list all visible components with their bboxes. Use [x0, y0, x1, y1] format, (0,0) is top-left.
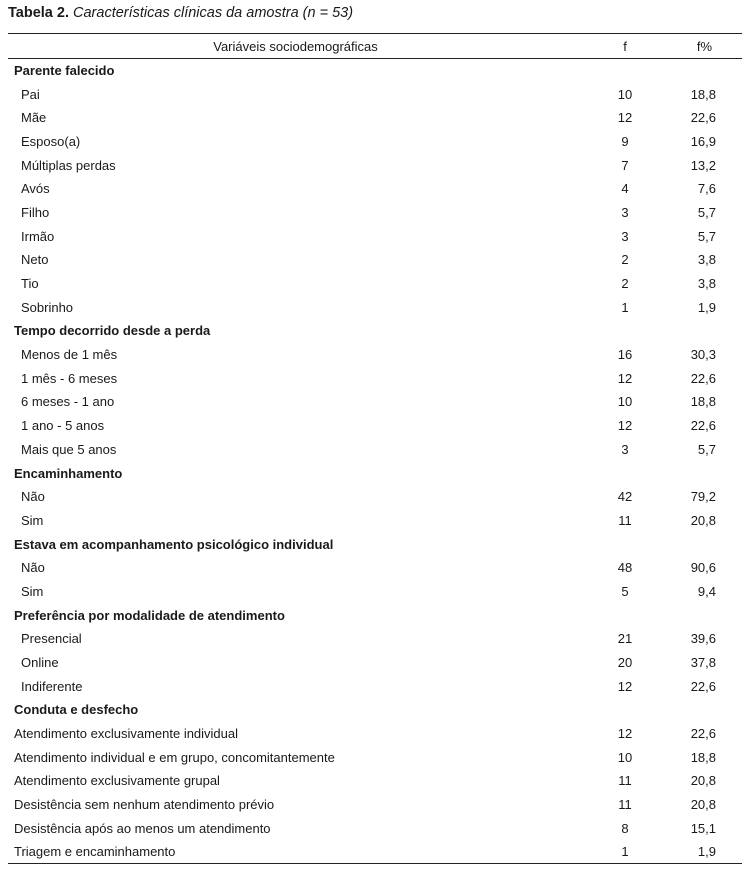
table-row	[8, 627, 742, 651]
row-percentage: 3,8	[697, 276, 716, 292]
table-row	[8, 153, 742, 177]
row-percentage: 20,8	[690, 512, 716, 528]
row-percentage: 13,2	[690, 157, 716, 173]
row-label: Sobrinho	[21, 299, 74, 315]
row-frequency: 1	[583, 840, 667, 864]
table-row	[8, 745, 742, 769]
group-row	[8, 698, 742, 722]
row-label: Online	[21, 655, 59, 671]
table-row	[8, 651, 742, 675]
row-percentage: 1,9	[697, 299, 716, 315]
row-label: Indiferente	[21, 678, 83, 694]
table-row	[8, 177, 742, 201]
row-percentage: 20,8	[690, 797, 716, 813]
row-label: Menos de 1 mês	[21, 347, 118, 363]
table-row	[8, 343, 742, 367]
table-row	[8, 366, 742, 390]
row-label: Presencial	[21, 631, 82, 647]
row-label: Pai	[21, 86, 40, 102]
row-frequency: 12	[617, 726, 633, 742]
table-row	[8, 414, 742, 438]
row-label: Atendimento individual e em grupo, concomitantemente	[14, 749, 335, 765]
row-frequency: 10	[617, 86, 633, 102]
row-frequency: 11	[618, 797, 632, 813]
row-label: Filho	[21, 204, 50, 220]
row-frequency: 12	[617, 110, 633, 126]
row-percentage: 3,8	[697, 252, 716, 268]
row-label: Tio	[21, 276, 39, 292]
row-percentage: 30,3	[690, 347, 716, 363]
group-row	[8, 59, 742, 83]
row-label: Desistência sem nenhum atendimento prévio	[14, 797, 275, 813]
row-frequency: 11	[618, 773, 632, 789]
row-label: Triagem e encaminhamento	[8, 840, 583, 864]
row-percentage: 5,7	[697, 441, 716, 457]
row-frequency: 2	[621, 276, 629, 292]
row-frequency: 2	[621, 252, 629, 268]
row-frequency: 3	[621, 441, 629, 457]
row-label: Não	[21, 489, 45, 505]
table-header-row	[8, 34, 742, 59]
table-row	[8, 248, 742, 272]
row-frequency: 10	[617, 394, 633, 410]
table-row	[8, 201, 742, 225]
table-row	[8, 509, 742, 533]
row-percentage: 39,6	[690, 631, 716, 647]
table-caption	[8, 4, 353, 22]
row-percentage: 22,6	[690, 110, 716, 126]
table-row	[8, 272, 742, 296]
table-row	[8, 793, 742, 817]
row-label: 6 meses - 1 ano	[21, 394, 115, 410]
row-frequency: 20	[617, 655, 633, 671]
table-row	[8, 722, 742, 746]
row-percentage: 20,8	[690, 773, 716, 789]
row-percentage: 18,8	[690, 394, 716, 410]
table-row	[8, 769, 742, 793]
table-row	[8, 130, 742, 154]
header-f: f	[583, 34, 667, 59]
row-percentage: 7,6	[697, 181, 716, 197]
row-label: Sim	[21, 583, 44, 599]
row-frequency: 16	[617, 347, 633, 363]
row-label: Neto	[21, 252, 49, 268]
row-percentage: 18,8	[690, 749, 716, 765]
row-frequency: 48	[617, 560, 633, 576]
row-frequency: 12	[617, 678, 633, 694]
table-row	[8, 295, 742, 319]
table-row	[8, 580, 742, 604]
table-row	[8, 840, 742, 864]
clinical-characteristics-table	[8, 33, 742, 864]
table-row	[8, 82, 742, 106]
row-percentage: 5,7	[697, 228, 716, 244]
row-percentage: 22,6	[690, 370, 716, 386]
row-percentage: 1,9	[667, 840, 742, 864]
row-percentage: 5,7	[697, 204, 716, 220]
row-label: Múltiplas perdas	[21, 157, 116, 173]
group-title: Conduta e desfecho	[14, 702, 139, 718]
group-title: Estava em acompanhamento psicológico individual	[14, 536, 334, 552]
row-percentage: 22,6	[690, 726, 716, 742]
group-title: Parente falecido	[14, 63, 115, 79]
table-row	[8, 674, 742, 698]
row-frequency: 3	[621, 204, 629, 220]
row-frequency: 7	[621, 157, 629, 173]
table-row	[8, 106, 742, 130]
row-label: 1 mês - 6 meses	[21, 370, 118, 386]
row-percentage: 16,9	[690, 133, 716, 149]
row-frequency: 8	[621, 820, 629, 836]
row-percentage: 79,2	[690, 489, 716, 505]
table-row	[8, 390, 742, 414]
group-row	[8, 319, 742, 343]
row-frequency: 42	[617, 489, 633, 505]
table-caption-label: Tabela 2.	[8, 5, 69, 21]
row-frequency: 12	[617, 418, 633, 434]
group-row	[8, 461, 742, 485]
table-row	[8, 438, 742, 462]
row-label: Desistência após ao menos um atendimento	[14, 820, 271, 836]
row-percentage: 15,1	[690, 820, 716, 836]
row-frequency: 10	[617, 749, 633, 765]
group-title: Preferência por modalidade de atendimento	[14, 607, 285, 623]
row-frequency: 11	[618, 512, 632, 528]
row-percentage: 18,8	[690, 86, 716, 102]
row-label: Avós	[21, 181, 50, 197]
group-title: Tempo decorrido desde a perda	[14, 323, 211, 339]
row-percentage: 22,6	[690, 418, 716, 434]
row-percentage: 22,6	[690, 678, 716, 694]
table-row	[8, 485, 742, 509]
row-label: Irmão	[21, 228, 55, 244]
row-frequency: 21	[617, 631, 633, 647]
row-label: Esposo(a)	[21, 133, 81, 149]
group-title: Encaminhamento	[14, 465, 123, 481]
row-frequency: 5	[621, 583, 629, 599]
row-frequency: 4	[621, 181, 629, 197]
header-variable: Variáveis sociodemográficas	[8, 34, 583, 59]
table-row	[8, 224, 742, 248]
row-label: Sim	[21, 512, 44, 528]
table-caption-text: Características clínicas da amostra (n = 53)	[73, 5, 354, 21]
row-label: Atendimento exclusivamente individual	[14, 726, 239, 742]
row-label: Mais que 5 anos	[21, 441, 117, 457]
row-percentage: 90,6	[690, 560, 716, 576]
row-percentage: 9,4	[697, 583, 716, 599]
row-label: Não	[21, 560, 45, 576]
table-row	[8, 817, 742, 841]
group-row	[8, 532, 742, 556]
row-percentage: 37,8	[690, 655, 716, 671]
table-row	[8, 556, 742, 580]
header-pct: f%	[667, 34, 742, 59]
row-label: Atendimento exclusivamente grupal	[14, 773, 220, 789]
table-body	[8, 59, 742, 864]
row-frequency: 12	[617, 370, 633, 386]
row-frequency: 9	[621, 133, 629, 149]
row-label: Mãe	[21, 110, 47, 126]
row-frequency: 1	[621, 299, 629, 315]
row-label: 1 ano - 5 anos	[21, 418, 105, 434]
group-row	[8, 603, 742, 627]
row-frequency: 3	[621, 228, 629, 244]
